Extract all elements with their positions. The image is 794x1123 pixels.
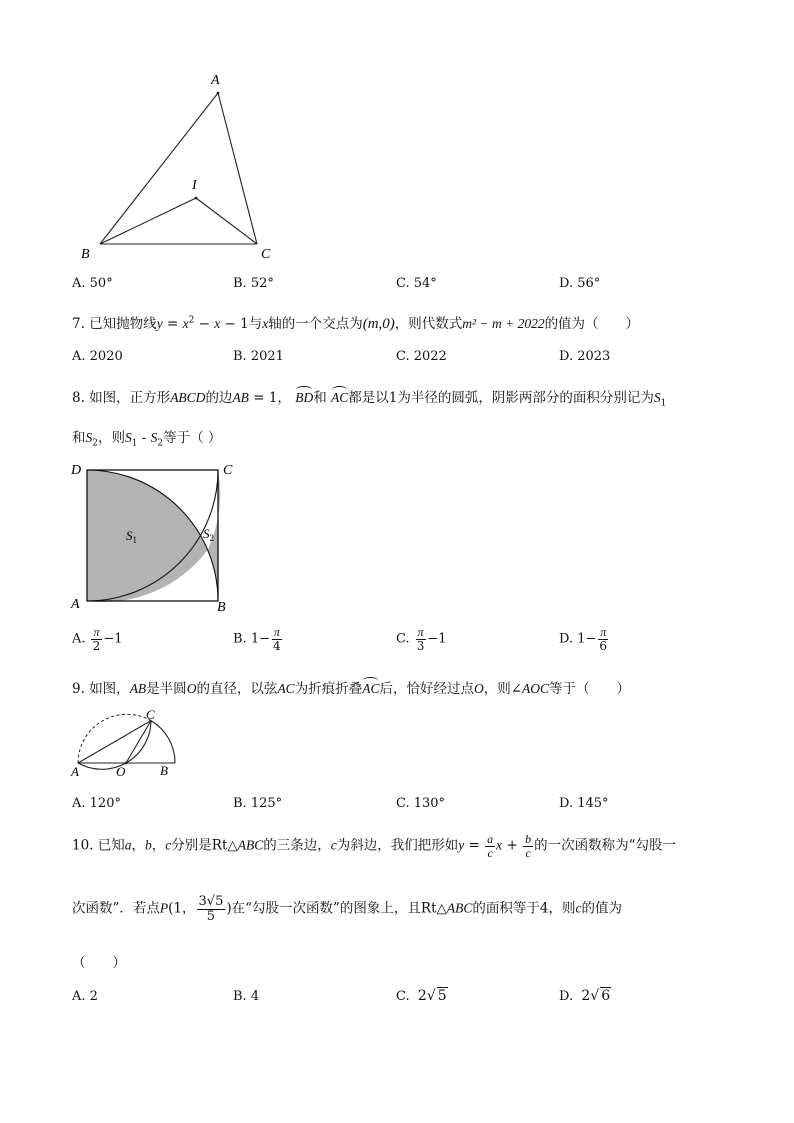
q10-stem-line3: （ ） [72,955,126,971]
q10-option-d[interactable]: D. 2√ 6 [559,988,611,1004]
region-label-s1: $S_1$ [126,528,137,545]
square-arcs-figure [66,458,246,616]
q10-stem-line1: 10. 已知a，b，c分别是Rt△ABC的三条边，c为斜边，我们把形如y = $\frac{a}{c}$ x + $\frac{b}{c}$ 的一次函数称为“勾股一 [72,832,676,860]
semicircle-fold-figure [66,708,186,780]
q9-option-a[interactable]: A. 120° [72,796,121,811]
square-label-b: B [217,600,226,615]
square-label-d: D [71,463,82,478]
q8-stem-line1: 8. 如图，正方形ABCD的边AB = 1， BD和 AC都是以1为半径的圆弧，阴影两部分的面积分别记为$S_1$ [72,390,667,409]
q9-option-c[interactable]: C. 130° [396,796,446,811]
semicircle-label-a: A [71,764,79,779]
q8-option-b[interactable]: B. 1− $\frac{\pi}{4}$ [233,625,281,653]
square-label-a: A [71,597,80,612]
semicircle-label-c: C [146,708,155,722]
q9-option-d[interactable]: D. 145° [559,796,609,811]
q6-option-b[interactable]: B. 52° [233,276,274,291]
semicircle-label-b: B [160,763,168,778]
q7-option-d[interactable]: D. 2023 [559,349,611,364]
vertex-label-i: I [192,178,197,193]
q9-option-b[interactable]: B. 125° [233,796,283,811]
q9-stem: 9. 如图，AB是半圆O的直径，以弦AC为折痕折叠AC后，恰好经过点O，则∠AOC等于（ ） [72,681,631,697]
vertex-label-a: A [211,73,220,88]
q6-option-a[interactable]: A. 50° [72,276,113,291]
q7-option-a[interactable]: A. 2020 [72,349,123,364]
vertex-label-c: C [261,247,271,262]
q8-option-c[interactable]: C. $\frac{\pi}{3}$ −1 [396,625,447,653]
vertex-label-b: B [81,247,90,262]
q10-stem-line2: 次函数”．若点P(1， $\frac{3√5}{5}$ )在“勾股一次函数”的图象上，且Rt△ABC的面积等于4，则c的值为 [72,894,622,924]
q7-option-c[interactable]: C. 2022 [396,349,447,364]
q8-option-a[interactable]: A. $\frac{\pi}{2}$ −1 [72,625,123,653]
q7-stem: 7. 已知抛物线$y = x^2 - x - 1$与x轴的一个交点为(m,0)，则代数式m² − m + 2022的值为（ ） [72,315,640,332]
q8-option-d[interactable]: D. 1− $\frac{\pi}{6}$ [559,625,608,653]
q6-option-d[interactable]: D. 56° [559,276,601,291]
q8-stem-line2: 和$S_2$，则$S_1 - S_2$等于（ ） [72,430,222,449]
q6-option-c[interactable]: C. 54° [396,276,437,291]
semicircle-label-o: O [116,764,126,779]
q10-option-b[interactable]: B. 4 [233,989,260,1004]
square-label-c: C [223,463,233,478]
triangle-figure [70,68,290,268]
q10-option-c[interactable]: C. 2√ 5 [396,988,447,1004]
q7-option-b[interactable]: B. 2021 [233,349,284,364]
q10-option-a[interactable]: A. 2 [72,989,98,1004]
region-label-s2: $S_2$ [203,526,214,543]
